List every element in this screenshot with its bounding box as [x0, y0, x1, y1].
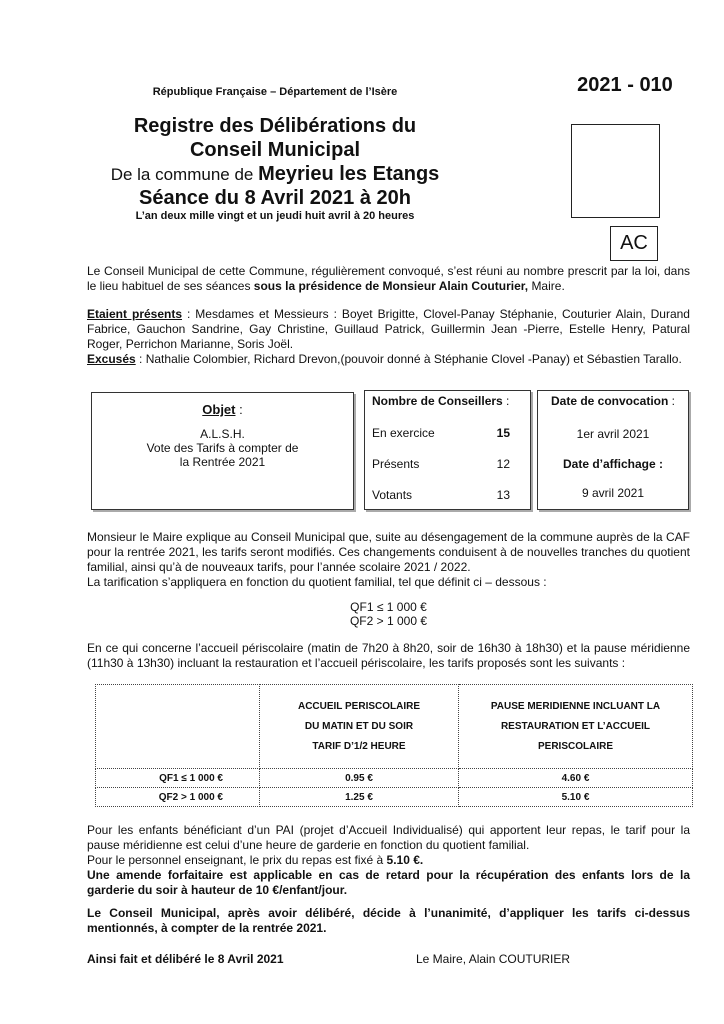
- present-label: Etaient présents: [87, 307, 183, 321]
- row-value: 12: [496, 457, 510, 471]
- convocation-box: [537, 390, 689, 510]
- title-block: [95, 114, 455, 223]
- affichage-date: 9 avril 2021: [581, 486, 645, 500]
- present-list: : Mesdames et Messieurs : Boyet Brigitte, Clovel-Panay Stéphanie, Couturier Alain, Durand Fabrice, Gauchon Sandrine, Gay Christine, Guillaud Patrick, Guillermin Jean -Pierre, Estelle Henry, Patural Roger, Perrichon Marianne, Soris Joël.: [87, 307, 690, 351]
- convocation-date: 1er avril 2021: [576, 427, 650, 441]
- pai-block: [87, 823, 690, 898]
- convocation-title: Date de convocation: [550, 394, 669, 408]
- commune-name: Meyrieu les Etangs: [258, 163, 440, 185]
- row-label: Présents: [372, 457, 420, 471]
- decision-paragraph: Le Conseil Municipal, après avoir délibéré, décide à l’unanimité, d’appliquer les tarifs ci-dessus mentionnés, à compter de la rentrée 2021.: [87, 906, 690, 935]
- commune-line: [95, 162, 455, 187]
- row-pause: 5.10 €: [459, 788, 693, 807]
- convocation-colon: :: [668, 394, 676, 408]
- explanation-block: [87, 530, 690, 590]
- attendance-block: [87, 307, 690, 367]
- teacher-price-line: [87, 853, 690, 868]
- intro-paragraph: [87, 264, 690, 294]
- objet-line1: A.L.S.H.: [200, 427, 245, 441]
- row-accueil: 0.95 €: [260, 769, 459, 788]
- deliberation-number: 2021 - 010: [577, 74, 673, 96]
- objet-label: Objet: [202, 402, 236, 417]
- row-label: Votants: [372, 488, 413, 502]
- table-row: [96, 769, 693, 788]
- periscolaire-paragraph: En ce qui concerne l’accueil périscolaire (matin de 7h20 à 8h20, soir de 16h30 à 18h30) et la pause méridienne (11h30 à 13h30) incluant la restauration et l’accueil périscolaire, les tarifs proposés sont les suivants :: [87, 641, 690, 670]
- conseillers-box: [364, 390, 531, 510]
- teacher-price: 5.10 €.: [386, 853, 424, 867]
- objet-line2: Vote des Tarifs à compter de: [146, 441, 299, 455]
- footer-done-at: Ainsi fait et délibéré le 8 Avril 2021: [87, 952, 284, 966]
- header-accueil: [260, 685, 459, 769]
- explanation-line2: La tarification s’appliquera en fonction du quotient familial, tel que définit ci – dessous :: [87, 575, 547, 589]
- session-date-words: L’an deux mille vingt et un jeudi huit avril à 20 heures: [135, 210, 415, 222]
- header-pause-line: RESTAURATION ET L’ACCUEIL: [500, 720, 651, 732]
- excused-label: Excusés: [87, 352, 136, 366]
- intro-suffix: Maire.: [531, 279, 565, 293]
- row-pause: 4.60 €: [459, 769, 693, 788]
- header-accueil-line: DU MATIN ET DU SOIR: [304, 720, 414, 732]
- explanation-text: Monsieur le Maire explique au Conseil Municipal que, suite au désengagement de la commune auprès de la CAF pour la rentrée 2021, les tarifs seront modifiés. Ces changements conduisent à de nouvelles tranches du quotient familial, ainsi qu’à de nouveaux tarifs, pour l’année scolaire 2021 / 2022.: [87, 530, 690, 574]
- conseillers-row: [372, 457, 510, 488]
- header-accueil-line: TARIF D’1/2 HEURE: [312, 740, 406, 752]
- objet-line3: la Rentrée 2021: [179, 455, 266, 469]
- row-accueil: 1.25 €: [260, 788, 459, 807]
- header-pause: [459, 685, 693, 769]
- header-pause-line: PAUSE MERIDIENNE INCLUANT LA: [490, 700, 661, 712]
- conseillers-title: Nombre de Conseillers: [372, 394, 503, 408]
- title-line1: Registre des Délibérations du: [133, 115, 417, 137]
- conseillers-row: [372, 488, 510, 519]
- excused-list: : Nathalie Colombier, Richard Drevon,(pouvoir donné à Stéphanie Clovel -Panay) et Sébastien Tarallo.: [139, 352, 682, 366]
- pai-paragraph: Pour les enfants bénéficiant d’un PAI (projet d’Accueil Individualisé) qui apportent leur repas, le tarif pour la pause méridienne est celui d’une heure de garderie en fonction du quotient familial.: [87, 823, 690, 852]
- intro-text: Le Conseil Municipal de cette Commune, régulièrement convoqué, s’est réuni au nombre prescrit par la loi, dans le lieu habituel de ses séances: [87, 264, 690, 293]
- present-paragraph: [87, 307, 690, 352]
- row-value: 15: [496, 426, 510, 440]
- qf1-threshold: QF1 ≤ 1 000 €: [350, 600, 427, 614]
- table-row: [96, 788, 693, 807]
- teacher-prefix: Pour le personnel enseignant, le prix du repas est fixé à: [87, 853, 384, 867]
- intro-presidency: sous la présidence de Monsieur Alain Couturier,: [253, 279, 529, 293]
- table-header-row: [96, 685, 693, 769]
- session-title: Séance du 8 Avril 2021 à 20h: [138, 187, 411, 209]
- title-line2: Conseil Municipal: [189, 139, 361, 161]
- conseillers-colon: :: [502, 394, 510, 408]
- penalty-paragraph: Une amende forfaitaire est applicable en cas de retard pour la récupération des enfants lors de la garderie du soir à hauteur de 10 €/enfant/jour.: [87, 868, 690, 897]
- row-label: En exercice: [372, 426, 435, 440]
- header-republic: République Française – Département de l’Isère: [152, 86, 398, 98]
- row-label: QF1 ≤ 1 000 €: [96, 769, 260, 788]
- qf2-threshold: QF2 > 1 000 €: [349, 614, 428, 628]
- affichage-title: Date d’affichage :: [562, 457, 664, 471]
- objet-box: [91, 392, 354, 510]
- footer-mayor-signature: Le Maire, Alain COUTURIER: [416, 952, 571, 966]
- header-pause-line: PERISCOLAIRE: [537, 740, 613, 752]
- header-accueil-line: ACCUEIL PERISCOLAIRE: [297, 700, 421, 712]
- excused-paragraph: [87, 352, 690, 367]
- qf-thresholds: [87, 600, 690, 628]
- row-label: QF2 > 1 000 €: [96, 788, 260, 807]
- conseillers-row: [372, 426, 510, 457]
- stamp-box: [571, 124, 660, 218]
- objet-colon: :: [235, 402, 243, 417]
- table-corner-cell: [96, 685, 260, 769]
- initials-box: AC: [610, 226, 658, 261]
- tariff-table: [95, 684, 693, 807]
- commune-prefix: De la commune de: [110, 165, 254, 184]
- row-value: 13: [496, 488, 510, 502]
